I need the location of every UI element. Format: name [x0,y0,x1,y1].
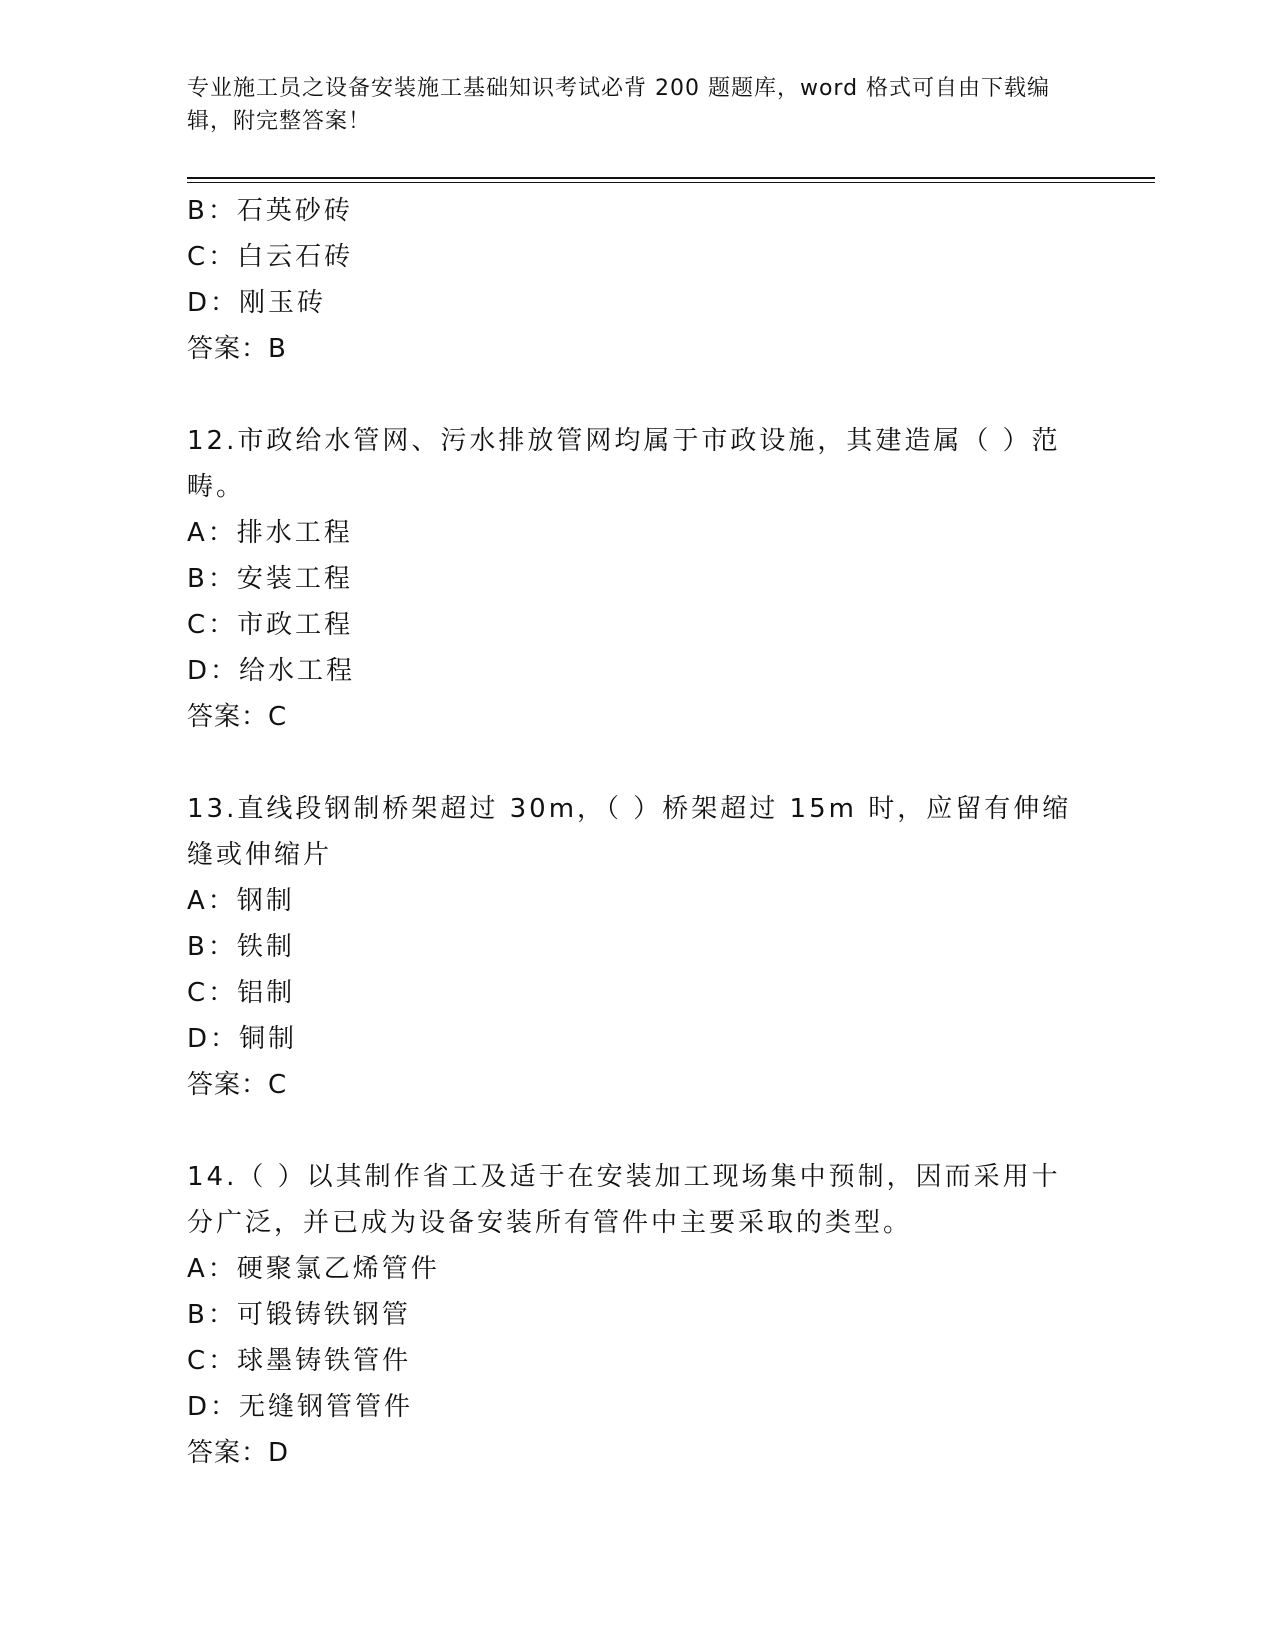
spacer [187,1108,1087,1154]
question-block [187,418,1087,740]
question-stem: 14.（ ）以其制作省工及适于在安装加工现场集中预制，因而采用十分广泛，并已成为设备安装所有管件中主要采取的类型。 [187,1162,1061,1238]
option-d: D：刚玉砖 [187,288,327,318]
option-d: D：无缝钢管管件 [187,1392,414,1422]
question-stem: 12.市政给水管网、污水排放管网均属于市政设施，其建造属（ ）范畴。 [187,426,1061,502]
question-block [187,786,1087,1108]
option-c: C：铝制 [187,978,296,1008]
option-c: C：球墨铸铁管件 [187,1346,412,1376]
option-b: B：铁制 [187,932,295,962]
answer: 答案：D [187,1438,290,1468]
question-block [187,1154,1087,1476]
option-b: B：可锻铸铁钢管 [187,1300,411,1330]
question-list [187,188,1087,1476]
option-a: A：钢制 [187,886,295,916]
option-a: A：硬聚氯乙烯管件 [187,1254,440,1284]
question-stem: 13.直线段钢制桥架超过 30m，（ ）桥架超过 15m 时，应留有伸缩缝或伸缩片 [187,794,1072,870]
option-b: B：石英砂砖 [187,196,353,226]
answer: 答案：C [187,702,288,732]
question-block [187,188,1087,372]
option-c: C：市政工程 [187,610,354,640]
option-a: A：排水工程 [187,518,353,548]
header-divider-thick [187,177,1155,179]
header-divider-thin [187,182,1155,183]
option-d: D：给水工程 [187,656,356,686]
page-header: 专业施工员之设备安装施工基础知识考试必背 200 题题库，word 格式可自由下载编辑，附完整答案！ [187,76,1051,134]
spacer [187,372,1087,418]
answer: 答案：C [187,1070,288,1100]
option-d: D：铜制 [187,1024,298,1054]
option-c: C：白云石砖 [187,242,354,272]
answer: 答案：B [187,334,287,364]
spacer [187,740,1087,786]
option-b: B：安装工程 [187,564,353,594]
